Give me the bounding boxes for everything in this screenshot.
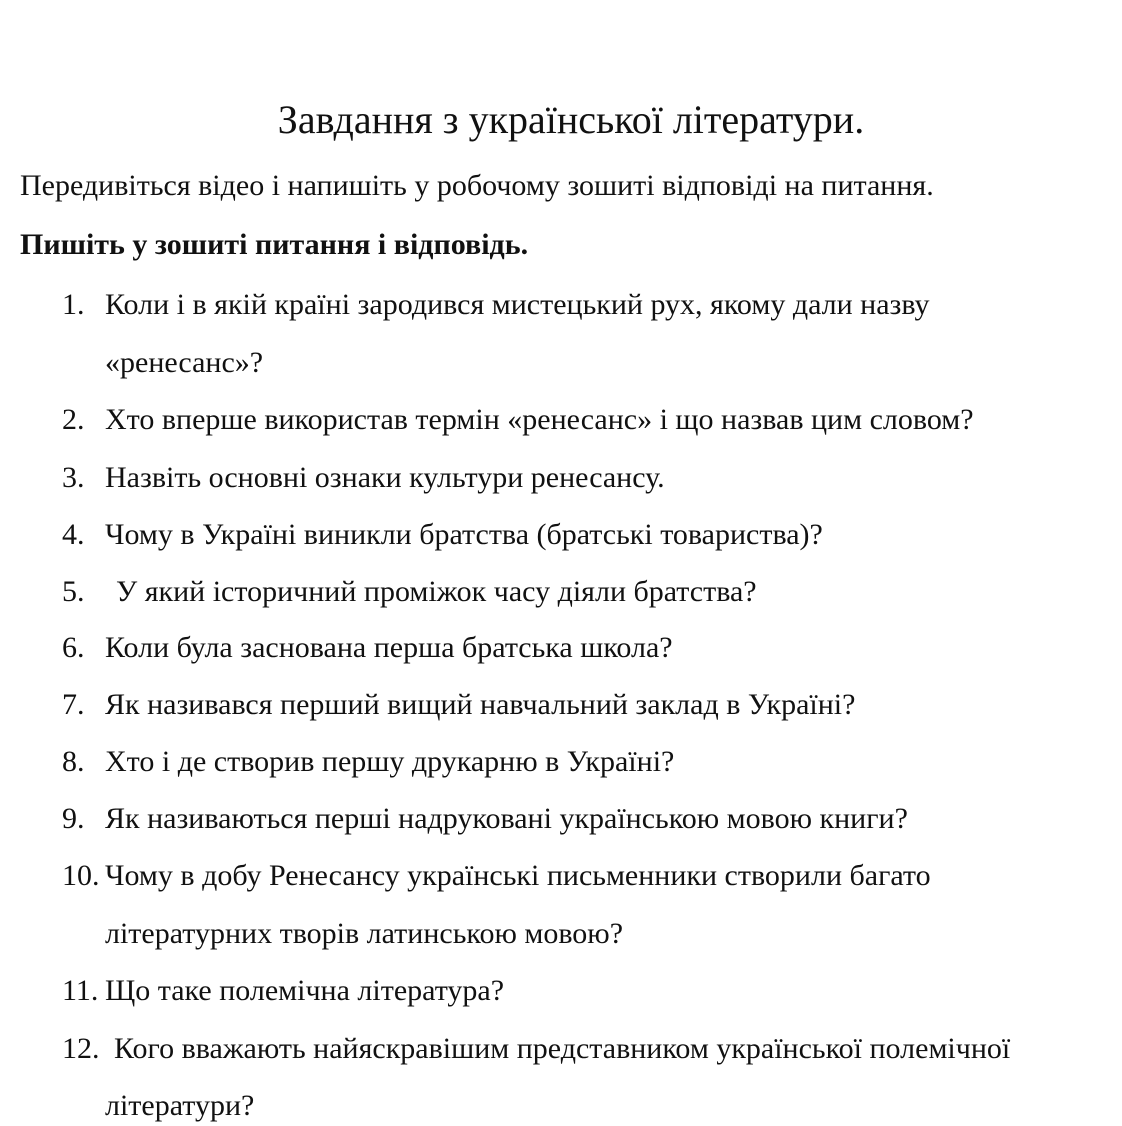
page-title: Завдання з української літератури. [277,97,865,142]
question-text: Що таке полемічна література? [105,974,505,1007]
question-number: 12. [62,1032,100,1065]
question-number: 6. [62,631,85,664]
question-text: Назвіть основні ознаки культури ренесансу. [105,461,665,494]
question-number: 8. [62,745,85,778]
question-text: літературних творів латинською мовою? [105,917,624,950]
question-text: Хто і де створив першу друкарню в Україні? [105,745,675,778]
question-text: Кого вважають найяскравішим представником української полемічної [114,1032,1011,1065]
intro-text: Передивіться відео і напишіть у робочому зошиті відповіді на питання. [20,169,934,202]
question-text: Коли була заснована перша братська школа? [105,631,673,664]
question-text: Як називаються перші надруковані українською мовою книги? [105,802,908,835]
question-number: 4. [62,518,85,551]
question-text: Хто вперше використав термін «ренесанс» і що назвав цим словом? [105,403,974,436]
question-number: 10. [62,859,100,892]
question-text: У який історичний проміжок часу діяли братства? [116,575,757,608]
question-number: 1. [62,288,85,321]
question-text: Як називався перший вищий навчальний заклад в Україні? [105,688,856,721]
question-number: 2. [62,403,85,436]
question-text: Чому в Україні виникли братства (братські товариства)? [105,518,823,551]
question-text: літератури? [105,1089,255,1122]
question-text: «ренесанс»? [105,346,264,379]
instruction-text: Пишіть у зошиті питання і відповідь. [20,228,529,261]
question-number: 9. [62,802,85,835]
question-number: 3. [62,461,85,494]
question-number: 7. [62,688,85,721]
question-text: Коли і в якій країні зародився мистецький рух, якому дали назву [105,288,930,321]
question-number: 11. [62,974,99,1007]
question-text: Чому в добу Ренесансу українські письменники створили багато [105,859,931,892]
question-number: 5. [62,575,85,608]
